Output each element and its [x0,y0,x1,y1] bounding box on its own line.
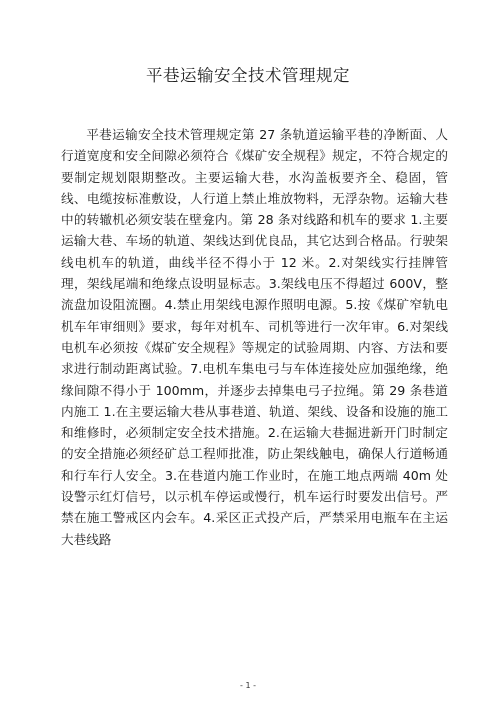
page-number: - 1 - [240,681,256,690]
document-title: 平巷运输安全技术管理规定 [146,66,350,85]
document-body-paragraph: 平巷运输安全技术管理规定第 27 条轨道运输平巷的净断面、人行道宽度和安全间隙必须符合《煤矿安全规程》规定，不符合规定的要制定规划限期整改。主要运输大巷，水沟盖板要齐全、稳固，管线、电缆按标准敷设，人行道上禁止堆放物料，无浮杂物。运输大巷中的转辙机必须安装在壁龛内。第 28 条对线路和机车的要求 1.主要运输大巷、车场的轨道、架线达到优良品，其它达到合格品。行驶架线电机车的轨道，曲线半径不得小于 12 米。2.对架线实行挂牌管理，架线尾端和绝缘点设明显标志。3.架线电压不得超过 600V，整流盘加设阻流圈。4.禁止用架线电源作照明电源。5.按《煤矿窄轨电机车年审细则》要求，每年对机车、司机等进行一次年审。6.对架线电机车必须按《煤矿安全规程》等规定的试验周期、内容、方法和要求进行制动距离试验。7.电机车集电弓与车体连接处应加强绝缘，绝缘间隙不得小于 100mm，并逐步去掉集电弓子拉绳。第 29 条巷道内施工 1.在主要运输大巷从事巷道、轨道、架线、设备和设施的施工和维修时，必须制定安全技术措施。2.在运输大巷掘进新开门时制定的安全措施必须经矿总工程师批准，防止架线触电，确保人行道畅通和行车行人安全。3.在巷道内施工作业时，在施工地点两端 40m 处设警示红灯信号，以示机车停运或慢行，机车运行时要发出信号。严禁在施工警戒区内会车。4.采区正式投产后，严禁采用电瓶车在主运大巷线路 [61,127,448,547]
